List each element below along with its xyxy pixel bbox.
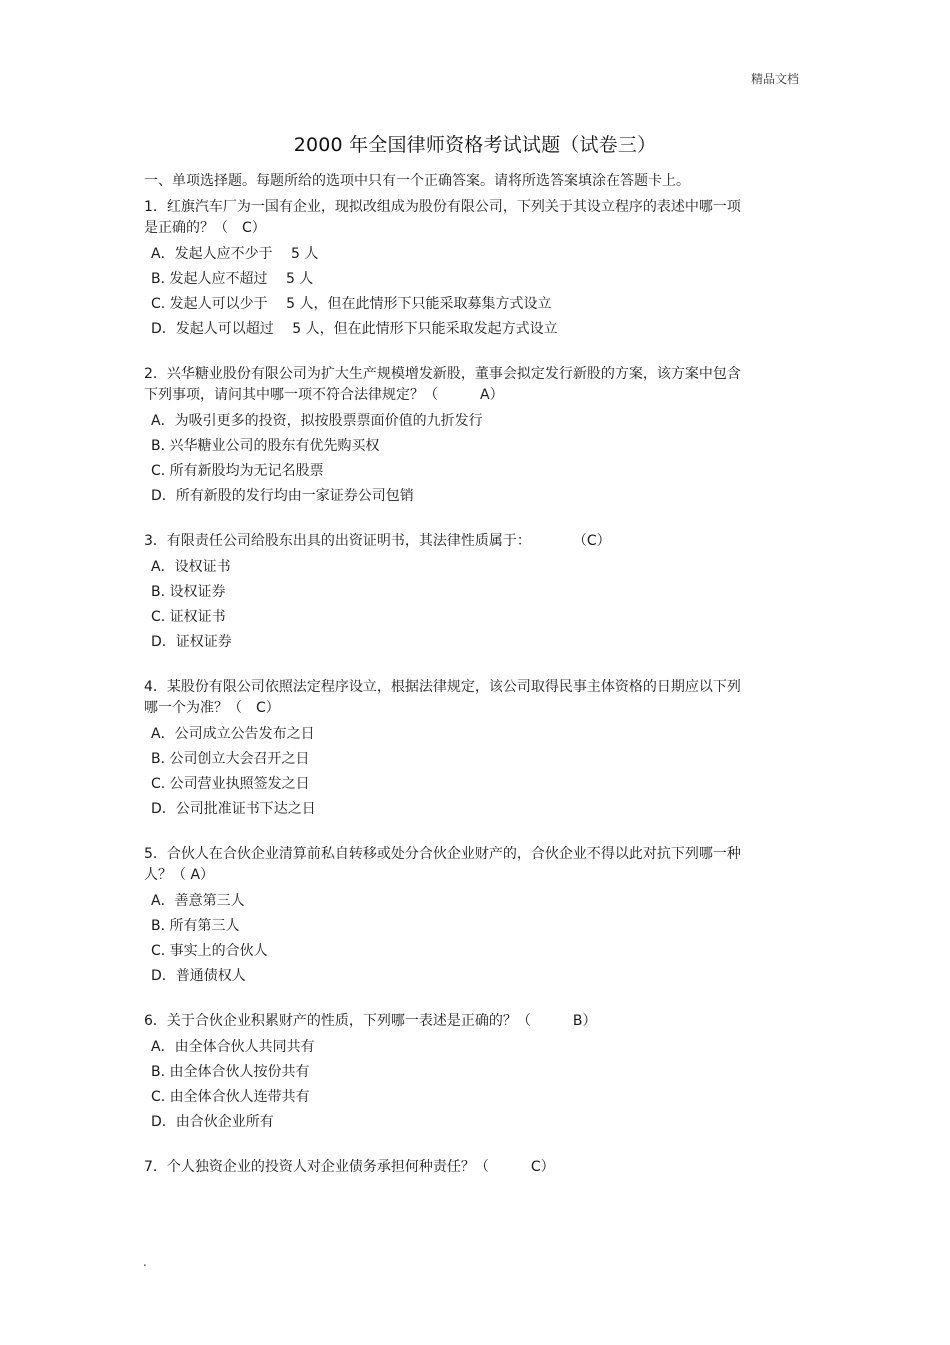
option-b: B. 所有第三人 [151, 918, 240, 934]
header-mark: 精品文档 [751, 72, 800, 86]
option-d: D．发起人可以超过 5 人，但在此情形下只能采取发起方式设立 [151, 321, 558, 337]
option-a: A．设权证书 [151, 559, 231, 575]
section-instruction: 一、单项选择题。每题所给的选项中只有一个正确答案。请将所选答案填涂在答题卡上。 [144, 173, 690, 189]
footer-mark: . [143, 1255, 147, 1269]
page-title: 2000 年全国律师资格考试试题（试卷三） [293, 134, 657, 156]
option-d: D．普通债权人 [151, 968, 246, 984]
question-4 [144, 677, 744, 822]
option-c: C. 公司营业执照签发之日 [151, 776, 310, 792]
option-a: A．为吸引更多的投资，拟按股票票面价值的九折发行 [151, 413, 483, 429]
question-stem: 4．某股份有限公司依照法定程序设立，根据法律规定，该公司取得民事主体资格的日期应以下列哪一个为准？（ C） [144, 679, 741, 716]
question-6 [144, 1011, 744, 1135]
option-a: A．发起人应不少于 5 人 [151, 246, 319, 262]
question-stem: 5．合伙人在合伙企业清算前私自转移或处分合伙企业财产的，合伙企业不得以此对抗下列哪一种人？（ A） [144, 846, 741, 883]
option-c: C. 证权证书 [151, 609, 226, 625]
option-a: A．由全体合伙人共同共有 [151, 1039, 315, 1055]
option-b: B. 由全体合伙人按份共有 [151, 1064, 310, 1080]
question-1 [144, 197, 744, 342]
option-c: C. 事实上的合伙人 [151, 943, 268, 959]
option-b: B. 兴华糖业公司的股东有优先购买权 [151, 438, 380, 454]
question-7 [144, 1157, 744, 1178]
question-2 [144, 364, 744, 509]
question-5 [144, 844, 744, 989]
exam-content [144, 171, 744, 1200]
option-d: D．公司批准证书下达之日 [151, 801, 316, 817]
question-3 [144, 531, 744, 655]
option-d: D．证权证券 [151, 634, 232, 650]
option-c: C. 发起人可以少于 5 人，但在此情形下只能采取募集方式设立 [151, 296, 552, 312]
option-d: D．由合伙企业所有 [151, 1114, 274, 1130]
question-stem: 2．兴华糖业股份有限公司为扩大生产规模增发新股，董事会拟定发行新股的方案，该方案中包含下列事项，请问其中哪一项不符合法律规定？（ A） [144, 366, 741, 403]
option-c: C. 所有新股均为无记名股票 [151, 463, 324, 479]
question-stem: 3．有限责任公司给股东出具的出资证明书，其法律性质属于： （C） [144, 533, 611, 549]
option-b: B. 发起人应不超过 5 人 [151, 271, 314, 287]
option-b: B. 公司创立大会召开之日 [151, 751, 310, 767]
question-stem: 6．关于合伙企业积累财产的性质，下列哪一表述是正确的？（ B） [144, 1013, 597, 1029]
option-c: C. 由全体合伙人连带共有 [151, 1089, 310, 1105]
option-a: A．善意第三人 [151, 893, 245, 909]
option-a: A．公司成立公告发布之日 [151, 726, 315, 742]
option-d: D．所有新股的发行均由一家证券公司包销 [151, 488, 414, 504]
question-stem: 1．红旗汽车厂为一国有企业，现拟改组成为股份有限公司，下列关于其设立程序的表述中哪一项是正确的？（ C） [144, 199, 741, 236]
option-b: B. 设权证券 [151, 584, 226, 600]
question-stem: 7．个人独资企业的投资人对企业债务承担何种责任？（ C） [144, 1159, 555, 1175]
